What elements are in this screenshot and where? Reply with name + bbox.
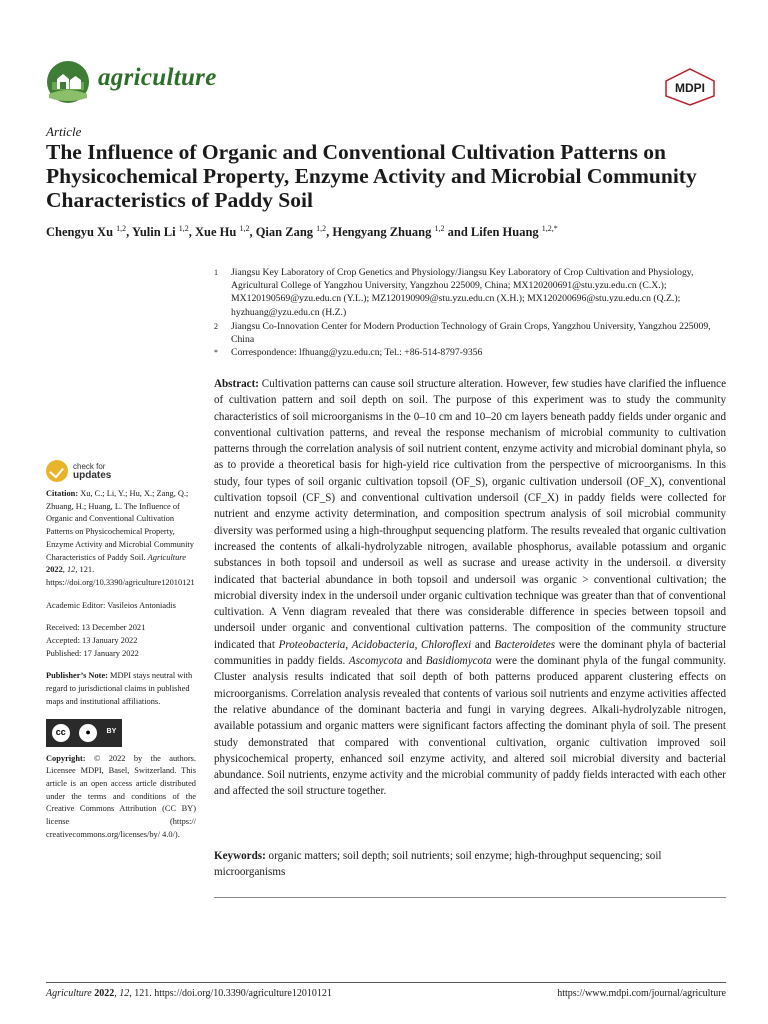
author-name: Chengyu Xu [46,225,117,240]
received-date: Received: 13 December 2021 [46,623,146,633]
footer-year: 2022 [91,988,115,999]
publishers-note [46,670,196,708]
affiliation-1 [214,266,726,319]
footer-journal: Agriculture [46,988,92,999]
mdpi-logo [664,68,716,106]
author-affiliation: 1,2 [116,224,127,233]
keywords [214,848,726,881]
citation-volume: , 12 [62,565,76,575]
dates [46,622,196,660]
author-list [46,224,726,240]
footer-citation [46,988,332,999]
abstract-text: and [471,638,495,651]
check-for-updates-button[interactable] [46,460,196,482]
sidebar [46,460,196,841]
taxon-name: Ascomycota [348,655,403,668]
abstract-text: were the dominant phyla of the fungal community. Cluster analysis results indicated that soil depth of both patterns produced apparent clustering effects on microorganisms. Correlation analysis revealed that contents of various soil nutrients and enzyme activities affected the relative abundance of the dominant bacteria and fungi in varying degrees. Alkali-hydrolyzable nitrogen, available potassium and organic matters were significant factors affecting the dominant phyla of soil. The present study demonstrated that compared with conventional cultivation, organic cultivation improved soil physicochemical property, enhanced soil enzyme activity, and altered soil microbial diversity and bacterial abundance. Soil nutrients, enzyme activity and the microbial community of paddy fields interacted with each other and affected the soil structure together. [214,655,726,798]
author-name: , Xue Hu [188,225,240,240]
affiliation-text: Jiangsu Co-Innovation Center for Modern Production Technology of Grain Crops, Yangzhou University, Yangzhou 225009, China [231,321,711,346]
academic-editor: Academic Editor: Vasileios Antoniadis [46,600,176,610]
by-label: BY [106,728,117,736]
taxon-name: Proteobacteria [278,638,346,651]
abstract-text: Cultivation patterns can cause soil structure alteration. However, few studies have clarified the influence of cultivation pattern and soil depth on soil. The purpose of this experiment was to study the community characteristics of soil microorganisms in the 0–10 cm and 10–20 cm layers beneath paddy fields under organic and conventional cultivation patterns, and reveal the response mechanism of microbial community to cultivation patterns through the correlation analysis of soil nutrient content, enzyme activity and microbial dominant phyla, so as to provide a theoretical basis for high-yield rice cultivation from the perspective of microorganisms. In this study, four types of soil organic cultivation topsoil (OF_S), organic cultivation undersoil (OF_X), conventional cultivation topsoil (CF_S) and conventional cultivation undersoil (CF_X) in paddy fields were collected for nutrient and enzyme activity determination, and composition spectrum analysis of soil microbial community diversity was performed using a high-throughput sequencing platform. The results revealed that organic cultivation increased the contents of alkali-hydrolyzable nitrogen, available phosphorus, available potassium and organic substances in both topsoil and undersoil as well as sucrase and urease activity in the undersoil. α diversity indicated that bacterial abundance in both topsoil and undersoil was organic > conventional cultivation; the microbial diversity index in the undersoil under organic cultivation technique was greater than that of conventional cultivation. A Venn diagram revealed that there was considerable difference in species between topsoil and undersoil under organic and conventional cultivation patterns. The composition of the community structure indicated that [214,378,726,651]
mdpi-logo-text: MDPI [675,81,705,95]
affiliation-mark: 2 [214,322,218,331]
article-type: Article [46,124,82,139]
person-icon: ● [79,724,97,742]
citation-journal: Agriculture [147,552,186,562]
keywords-text: organic matters; soil depth; soil nutrients; soil enzyme; high-throughput sequencing; soil microorganisms [214,850,662,879]
author-name: , Yulin Li [126,225,179,240]
publishers-note-text: MDPI stays neutral with regard to jurisdictional claims in published maps and institutional affiliations. [46,671,193,706]
checkmark-icon [46,460,68,482]
author-affiliation: 1,2,* [541,224,558,233]
copyright-text: © 2022 by the authors. Licensee MDPI, Basel, Switzerland. This article is an open access article distributed under the terms and conditions of the Creative Commons Attribution (CC BY) license (https:// creativecommons.org/licenses/by/ 4.0/). [46,753,196,839]
author-name: and Lifen Huang [444,225,542,240]
correspondence [214,346,726,359]
copyright [46,753,196,842]
author-affiliation: 1,2 [178,224,189,233]
footer-journal-url[interactable]: https://www.mdpi.com/journal/agriculture [557,988,726,999]
author-name: , Hengyang Zhuang [326,225,435,240]
abstract-text: and [402,655,426,668]
footer-volume: , 12 [114,988,130,999]
taxon-name: Bacteroidetes [494,638,556,651]
citation [46,488,196,590]
accepted-date: Accepted: 13 January 2022 [46,636,138,646]
author-affiliation: 1,2 [239,224,250,233]
author-name: , Qian Zang [249,225,317,240]
citation-year: 2022 [46,565,63,575]
cc-by-license-badge[interactable] [46,719,122,747]
publishers-note-label: Publisher’s Note: [46,671,108,681]
copyright-label: Copyright: [46,753,86,763]
cc-icon: cc [52,724,70,742]
published-date: Published: 17 January 2022 [46,648,139,658]
citation-doi[interactable]: , 121. https://doi.org/10.3390/agriculture12010121 [46,565,195,587]
footer-doi[interactable]: , 121. https://doi.org/10.3390/agriculture12010121 [129,988,332,999]
abstract-label: Abstract: [214,378,259,390]
author-affiliation: 1,2 [434,224,445,233]
affiliation-mark: 1 [214,268,218,277]
affiliation-text: Jiangsu Key Laboratory of Crop Genetics and Physiology/Jiangsu Key Laboratory of Crop Cultivation and Physiology, Agricultural College of Yangzhou University, Yangzhou 225009, China; MX120200691@stu.yzu.edu.cn (C.X.); MX120190569@yzu.edu.cn (Y.L.); MZ120190909@stu.yzu.edu.cn (X.H.); MX120200696@stu.yzu.edu.cn (Q.Z.); hyzhuang@yzu.edu.cn (H.Z.) [231,267,694,318]
abstract [214,376,726,800]
taxon-name: Acidobacteria [351,638,415,651]
abstract-text: were the dominant phyla of bacterial communities in paddy fields. [214,638,727,668]
check-updates-line1: check for [73,461,106,471]
correspondence-text: Correspondence: lfhuang@yzu.edu.cn; Tel.: +86-514-8797-9356 [231,347,483,358]
paper-title: The Influence of Organic and Conventional Cultivation Patterns on Physicochemical Property, Enzyme Activity and Microbial Community Characteristics of Paddy Soil [46,140,697,212]
abstract-text: , [414,638,422,651]
affiliation-mark: * [214,348,218,357]
footer-divider [46,982,726,983]
taxon-name: Chloroflexi [421,638,472,651]
check-updates-line2: updates [73,469,112,481]
keywords-label: Keywords: [214,850,266,862]
journal-name: agriculture [98,64,217,91]
keywords-divider [214,897,726,898]
citation-label: Citation: [46,489,79,498]
taxon-name: Basidiomycota [425,655,492,668]
abstract-text: , [345,638,352,651]
barn-icon [46,60,90,104]
affiliation-2 [214,320,726,346]
author-affiliation: 1,2 [316,224,327,233]
citation-text: Xu, C.; Li, Y.; Hu, X.; Zang, Q.; Zhuang, H.; Huang, L. The Influence of Organic and Conventional Cultivation Patterns on Physicochemical Property, Enzyme Activity and Microbial Community Characteristics of Paddy Soil. [46,489,194,562]
